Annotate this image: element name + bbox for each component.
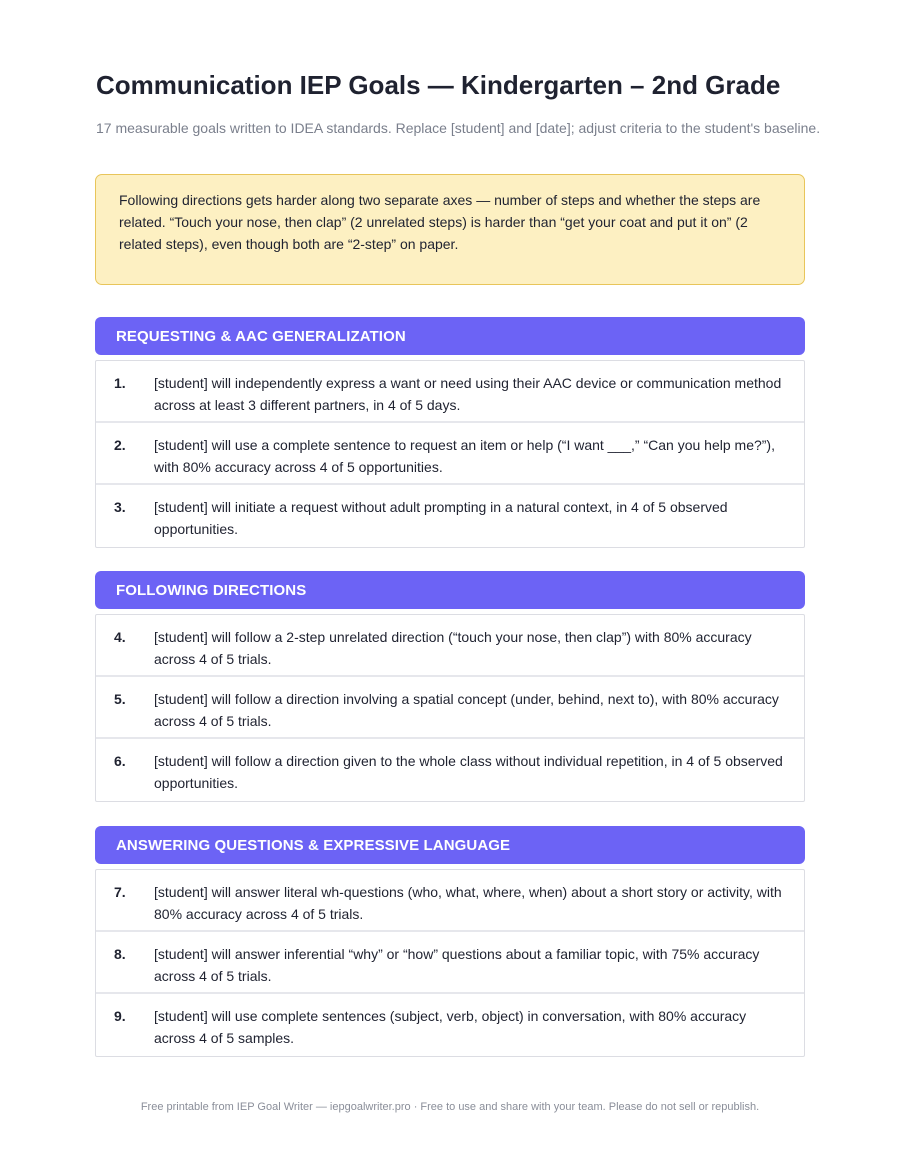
- goal-item: [96, 423, 804, 485]
- goal-text: [student] will independently express a want or need using their AAC device or communication method across at least 3 different partners, in 4 of 5 days.: [154, 375, 782, 413]
- goal-item: [96, 677, 804, 739]
- goal-number: 8.: [114, 946, 126, 962]
- goal-item: [96, 615, 804, 677]
- goal-number: 1.: [114, 375, 126, 391]
- tip-callout: Following directions gets harder along two separate axes — number of steps and whether the steps are related. “Touch your nose, then clap” (2 unrelated steps) is harder than “get your coat and put it on” (2 related steps), even though both are “2-step” on paper.: [95, 174, 805, 285]
- goal-text: [student] will follow a direction involving a spatial concept (under, behind, next to), with 80% accuracy across 4 of 5 trials.: [154, 691, 779, 729]
- page-footer: Free printable from IEP Goal Writer — iepgoalwriter.pro · Free to use and share with your team. Please do not sell or republish.: [140, 1101, 760, 1113]
- section-header: REQUESTING & AAC GENERALIZATION: [95, 317, 805, 355]
- goal-number: 7.: [114, 884, 126, 900]
- page-subtitle: 17 measurable goals written to IDEA standards. Replace [student] and [date]; adjust criteria to the student's baseline.: [96, 120, 821, 136]
- goal-text: [student] will use a complete sentence to request an item or help (“I want ___,” “Can you help me?”), with 80% accuracy across 4 of 5 opportunities.: [154, 437, 775, 475]
- goal-text: [student] will answer literal wh-questions (who, what, where, when) about a short story or activity, with 80% accuracy across 4 of 5 trials.: [154, 884, 782, 922]
- goal-item: [96, 739, 804, 801]
- goal-number: 4.: [114, 629, 126, 645]
- goal-text: [student] will answer inferential “why” or “how” questions about a familiar topic, with 75% accuracy across 4 of 5 trials.: [154, 946, 760, 984]
- goal-text: [student] will follow a 2-step unrelated direction (“touch your nose, then clap”) with 80% accuracy across 4 of 5 trials.: [154, 629, 752, 667]
- goal-text: [student] will initiate a request without adult prompting in a natural context, in 4 of 5 observed opportunities.: [154, 499, 728, 537]
- goal-list: [95, 869, 805, 1057]
- goal-number: 3.: [114, 499, 126, 515]
- section-header: FOLLOWING DIRECTIONS: [95, 571, 805, 609]
- goal-item: [96, 485, 804, 547]
- goal-item: [96, 361, 804, 423]
- goal-list: [95, 360, 805, 548]
- goal-number: 5.: [114, 691, 126, 707]
- goal-number: 6.: [114, 753, 126, 769]
- goal-item: [96, 870, 804, 932]
- goal-item: [96, 994, 804, 1056]
- section-header: ANSWERING QUESTIONS & EXPRESSIVE LANGUAGE: [95, 826, 805, 864]
- goal-text: [student] will follow a direction given to the whole class without individual repetition, in 4 of 5 observed opportunities.: [154, 753, 783, 791]
- goal-text: [student] will use complete sentences (subject, verb, object) in conversation, with 80% accuracy across 4 of 5 samples.: [154, 1008, 747, 1046]
- goal-number: 2.: [114, 437, 126, 453]
- goal-number: 9.: [114, 1008, 126, 1024]
- goal-item: [96, 932, 804, 994]
- goal-list: [95, 614, 805, 802]
- section-following-directions: [95, 571, 805, 802]
- section-requesting: [95, 317, 805, 548]
- page-title: Communication IEP Goals — Kindergarten – 2nd Grade: [96, 70, 781, 100]
- section-answering-questions: [95, 826, 805, 1057]
